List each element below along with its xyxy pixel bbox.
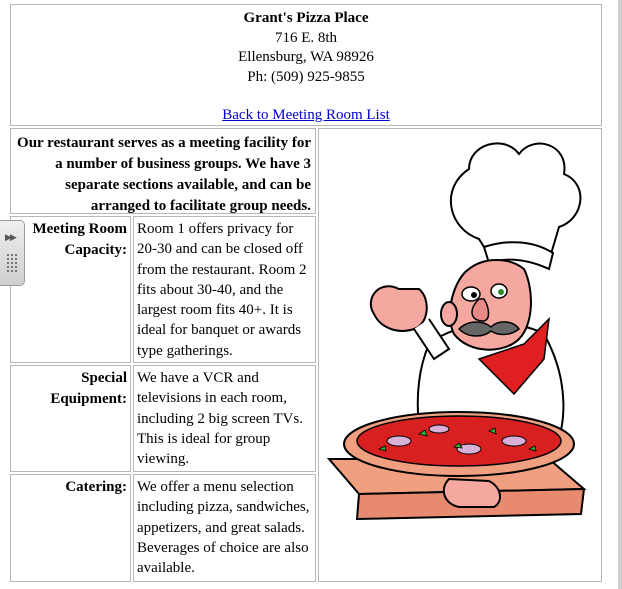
chef-picture-cell [318,128,602,582]
back-to-meeting-room-list-link[interactable]: Back to Meeting Room List [222,107,390,123]
window-right-edge [618,0,622,589]
chef-with-pizza-illustration [319,129,601,581]
equipment-value: We have a VCR and televisions in each room, including 2 big screen TVs. This is ideal for group viewing. [133,365,316,472]
equipment-label: Special Equipment: [10,365,131,472]
intro-text: Our restaurant serves as a meeting facility for a number of business groups. We have 3 separate sections available, and can be arranged to facilitate group needs. [10,128,316,214]
side-panel-toggle-handle[interactable] [0,220,25,286]
catering-value: We offer a menu selection including pizza, sandwiches, appetizers, and great salads. Beverages of choice are also available. [133,474,316,582]
restaurant-city: Ellensburg, WA 98926 [238,49,374,65]
double-chevron-right-icon: ▶▶ [5,233,15,243]
capacity-label: Meeting Room Capacity: [10,216,131,363]
capacity-value: Room 1 offers privacy for 20-30 and can be closed off from the restaurant. Room 2 fits about 30-40, and the largest room fits 40+. It is ideal for banquet or awards type gatherings. [133,216,316,363]
restaurant-phone: Ph: (509) 925-9855 [247,68,365,85]
catering-label: Catering: [10,474,131,582]
grip-dots-icon [6,253,18,273]
restaurant-address: 716 E. 8th [274,29,338,46]
restaurant-header [10,4,602,126]
restaurant-name: Grant's Pizza Place [243,10,369,26]
